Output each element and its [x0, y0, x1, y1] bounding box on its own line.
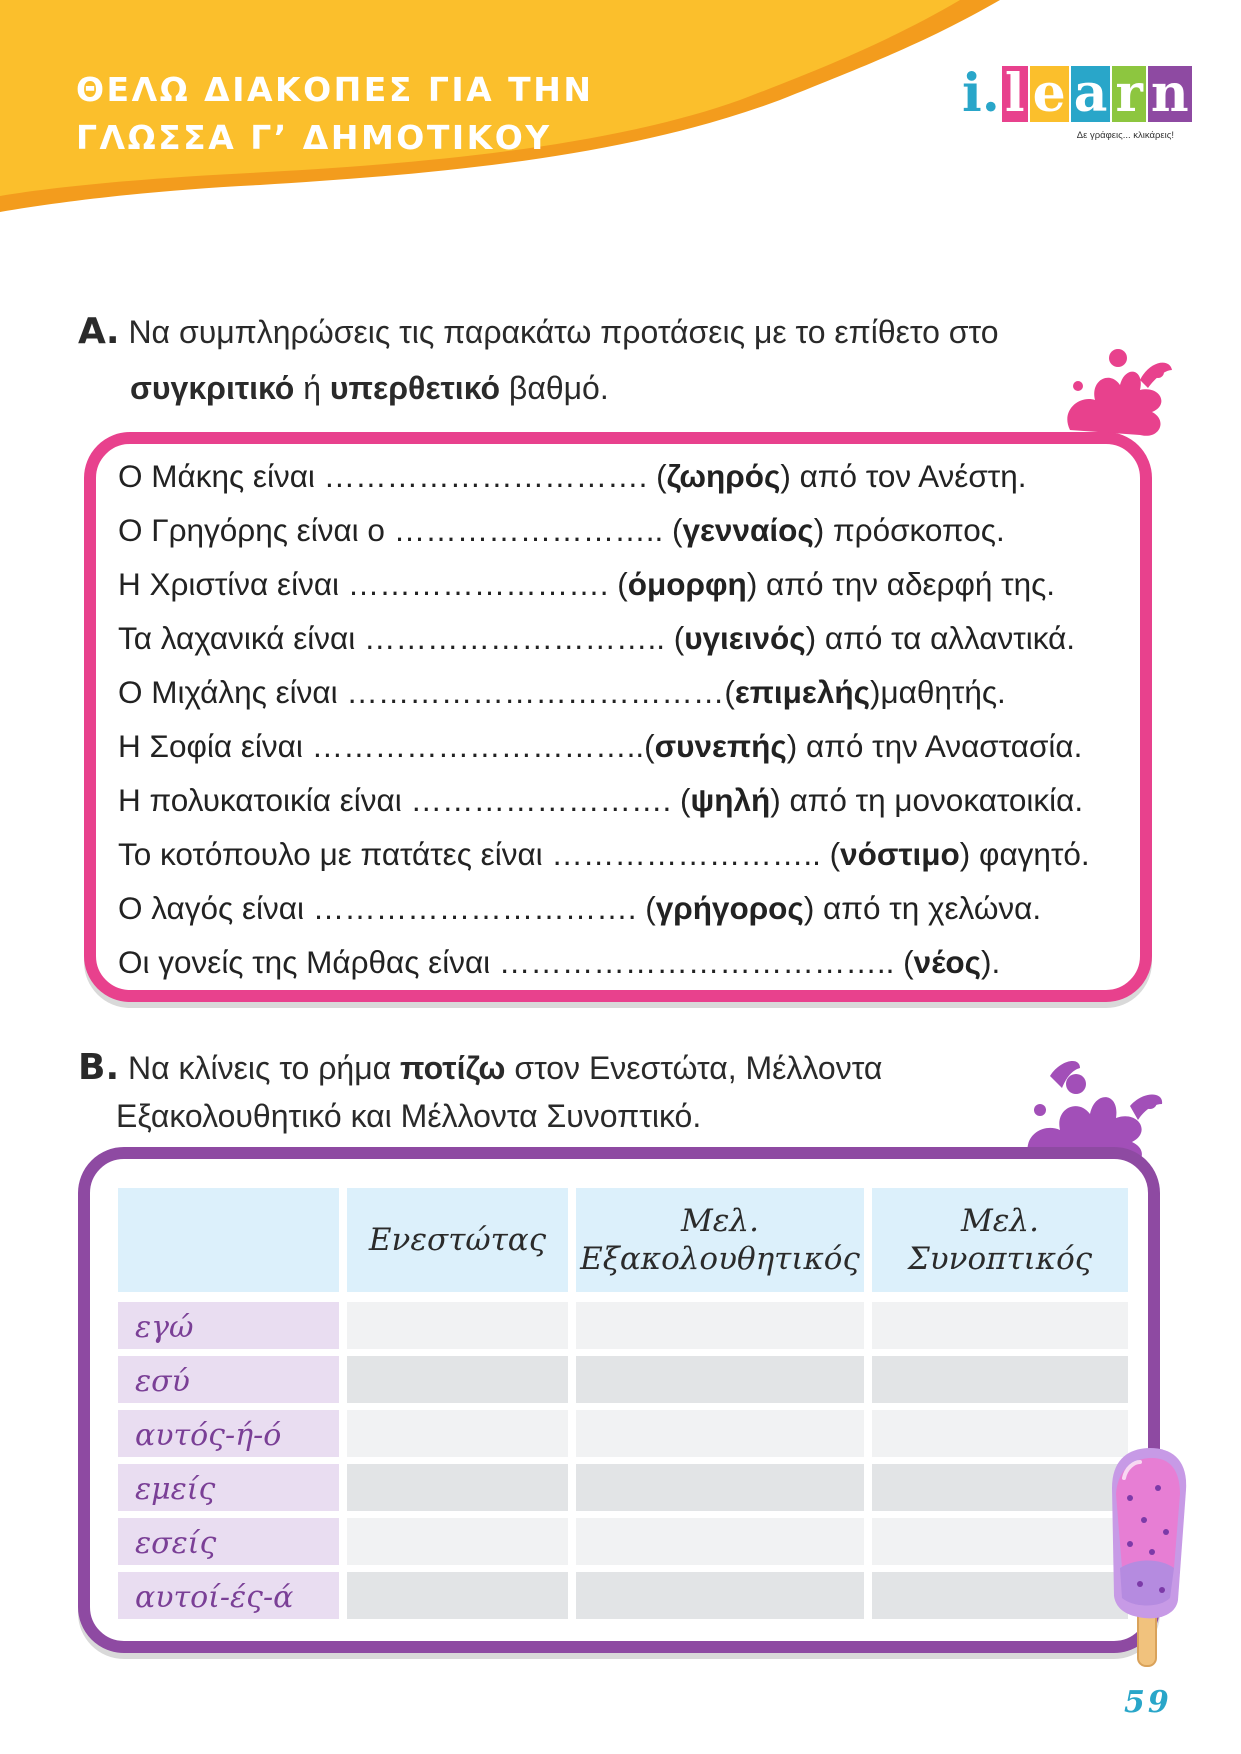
sentence-text: Το κοτόπουλο με πατάτες είναι …………………….. (	[118, 836, 841, 872]
exercise-a-title	[78, 312, 999, 408]
exercise-a-or: ή	[294, 370, 330, 406]
sentence	[118, 449, 1148, 503]
sentence-adjective: υγιεινός	[684, 620, 806, 656]
answer-cell[interactable]	[872, 1518, 1128, 1565]
header-title	[76, 66, 593, 162]
table-header-future-simple	[872, 1188, 1128, 1292]
logo-tagline: Δε γράφεις... κλικάρεις!	[1076, 130, 1174, 141]
table-row-pronoun: εμείς	[118, 1464, 339, 1511]
sentence-text: Η Σοφία είναι …………………………..(	[118, 728, 655, 764]
header-title-line2: ΓΛΩΣΣΑ Γ’ ΔΗΜΟΤΙΚΟΥ	[76, 118, 552, 157]
table-header-empty	[118, 1188, 339, 1292]
exercise-a-line2-end: βαθμό.	[500, 370, 609, 406]
sentence	[118, 773, 1148, 827]
answer-cell[interactable]	[347, 1410, 568, 1457]
sentence-text-end: ) φαγητό.	[959, 836, 1090, 872]
sentence	[118, 611, 1148, 665]
sentence-text-end: ) από τον Ανέστη.	[780, 458, 1027, 494]
table-row-pronoun: αυτός-ή-ό	[118, 1410, 339, 1457]
sentence-text-end: ) από τη μονοκατοικία.	[770, 782, 1084, 818]
page-number: 59	[1124, 1685, 1172, 1720]
sentence-adjective: νόστιμο	[840, 836, 960, 872]
sentence-text: Η Χριστίνα είναι ……………………. (	[118, 566, 628, 602]
sentence-text-end: ) από την Αναστασία.	[786, 728, 1083, 764]
sentence-text: Η πολυκατοικία είναι ……………………. (	[118, 782, 691, 818]
sentence-adjective: επιμελής	[734, 674, 871, 710]
sentence-text: Τα λαχανικά είναι ……………………….. (	[118, 620, 685, 656]
answer-cell[interactable]	[872, 1410, 1128, 1457]
exercise-b-title	[78, 1048, 882, 1136]
answer-cell[interactable]	[347, 1302, 568, 1349]
sentence-adjective: γενναίος	[682, 512, 814, 548]
logo-letters	[962, 63, 1192, 124]
sentence-text: Ο Μάκης είναι …………………………. (	[118, 458, 667, 494]
header-future-simple-line1: Μελ.	[961, 1203, 1039, 1239]
logo-letter-a: a	[1071, 66, 1111, 122]
logo-dot: .	[981, 63, 1000, 124]
sentence-adjective: γρήγορος	[655, 890, 804, 926]
table-row-pronoun: εσύ	[118, 1356, 339, 1403]
sentence-adjective: όμορφη	[627, 566, 747, 602]
logo-letter-i: i	[962, 63, 982, 124]
exercise-a-sentences	[118, 449, 1148, 989]
sentence-adjective: ζωηρός	[666, 458, 781, 494]
sentence-adjective: νέος	[913, 944, 982, 980]
answer-cell[interactable]	[872, 1464, 1128, 1511]
sentence	[118, 665, 1148, 719]
answer-cell[interactable]	[872, 1572, 1128, 1619]
sentence-text-end: ) από την αδερφή της.	[746, 566, 1056, 602]
sentence-text-end: ) πρόσκοπος.	[813, 512, 1005, 548]
logo-letter-n: n	[1148, 66, 1192, 122]
exercise-a-bold-comparative: συγκριτικό	[130, 370, 295, 406]
table-header-present	[347, 1188, 568, 1292]
answer-cell[interactable]	[576, 1572, 864, 1619]
sentence-text-end: ).	[981, 944, 1001, 980]
exercise-a-line1: Να συμπληρώσεις τις παρακάτω προτάσεις με το επίθετο στο	[128, 314, 999, 350]
sentence	[118, 719, 1148, 773]
answer-cell[interactable]	[347, 1518, 568, 1565]
sentence-text-end: ) από τη χελώνα.	[803, 890, 1042, 926]
exercise-a-letter: Α.	[78, 311, 120, 352]
answer-cell[interactable]	[576, 1356, 864, 1403]
logo-letter-l: l	[1002, 66, 1028, 122]
sentence-text-end: ) από τα αλλαντικά.	[805, 620, 1076, 656]
table-row-pronoun: εγώ	[118, 1302, 339, 1349]
answer-cell[interactable]	[347, 1356, 568, 1403]
exercise-b-line1-post: στον Ενεστώτα, Μέλλοντα	[505, 1050, 883, 1086]
header-title-line1: ΘΕΛΩ ΔΙΑΚΟΠΕΣ ΓΙΑ ΤΗΝ	[76, 70, 594, 109]
answer-cell[interactable]	[576, 1410, 864, 1457]
sentence-adjective: ψηλή	[690, 782, 771, 818]
exercise-b-line1-pre: Να κλίνεις το ρήμα	[119, 1050, 401, 1086]
sentence-adjective: συνεπής	[654, 728, 787, 764]
table-header-future-continuous	[576, 1188, 864, 1292]
exercise-b-letter: Β.	[78, 1047, 120, 1088]
header-future-continuous-line1: Μελ.	[681, 1203, 759, 1239]
popsicle-icon	[1100, 1448, 1196, 1670]
exercise-b-line2: Εξακολουθητικό και Μέλλοντα Συνοπτικό.	[116, 1098, 702, 1134]
sentence-text-end: )μαθητής.	[870, 674, 1006, 710]
sentence-text: Ο Γρηγόρης είναι ο …………………….. (	[118, 512, 683, 548]
sentence-text: Ο λαγός είναι …………………………. (	[118, 890, 656, 926]
header-future-simple-line2: Συνοπτικός	[907, 1241, 1093, 1277]
answer-cell[interactable]	[576, 1464, 864, 1511]
exercise-b-verb: ποτίζω	[400, 1050, 506, 1086]
table-row-pronoun: εσείς	[118, 1518, 339, 1565]
answer-cell[interactable]	[576, 1302, 864, 1349]
answer-cell[interactable]	[872, 1302, 1128, 1349]
sentence	[118, 557, 1148, 611]
table-row-pronoun: αυτοί-ές-ά	[118, 1572, 339, 1619]
sentence	[118, 827, 1148, 881]
pink-splash-icon	[1040, 340, 1180, 440]
exercise-a-bold-superlative: υπερθετικό	[329, 370, 501, 406]
logo-letter-e: e	[1030, 66, 1069, 122]
sentence	[118, 503, 1148, 557]
answer-cell[interactable]	[576, 1518, 864, 1565]
ilearn-logo	[962, 63, 1189, 146]
answer-cell[interactable]	[872, 1356, 1128, 1403]
header-present-text: Ενεστώτας	[368, 1222, 547, 1258]
answer-cell[interactable]	[347, 1572, 568, 1619]
sentence	[118, 881, 1148, 935]
answer-cell[interactable]	[347, 1464, 568, 1511]
sentence-text: Ο Μιχάλης είναι ………………………………(	[118, 674, 735, 710]
sentence-text: Οι γονείς της Μάρθας είναι ……………………………….. (	[118, 944, 914, 980]
header-future-continuous-line2: Εξακολουθητικός	[580, 1241, 860, 1277]
logo-letter-r: r	[1112, 66, 1145, 122]
sentence	[118, 935, 1148, 989]
